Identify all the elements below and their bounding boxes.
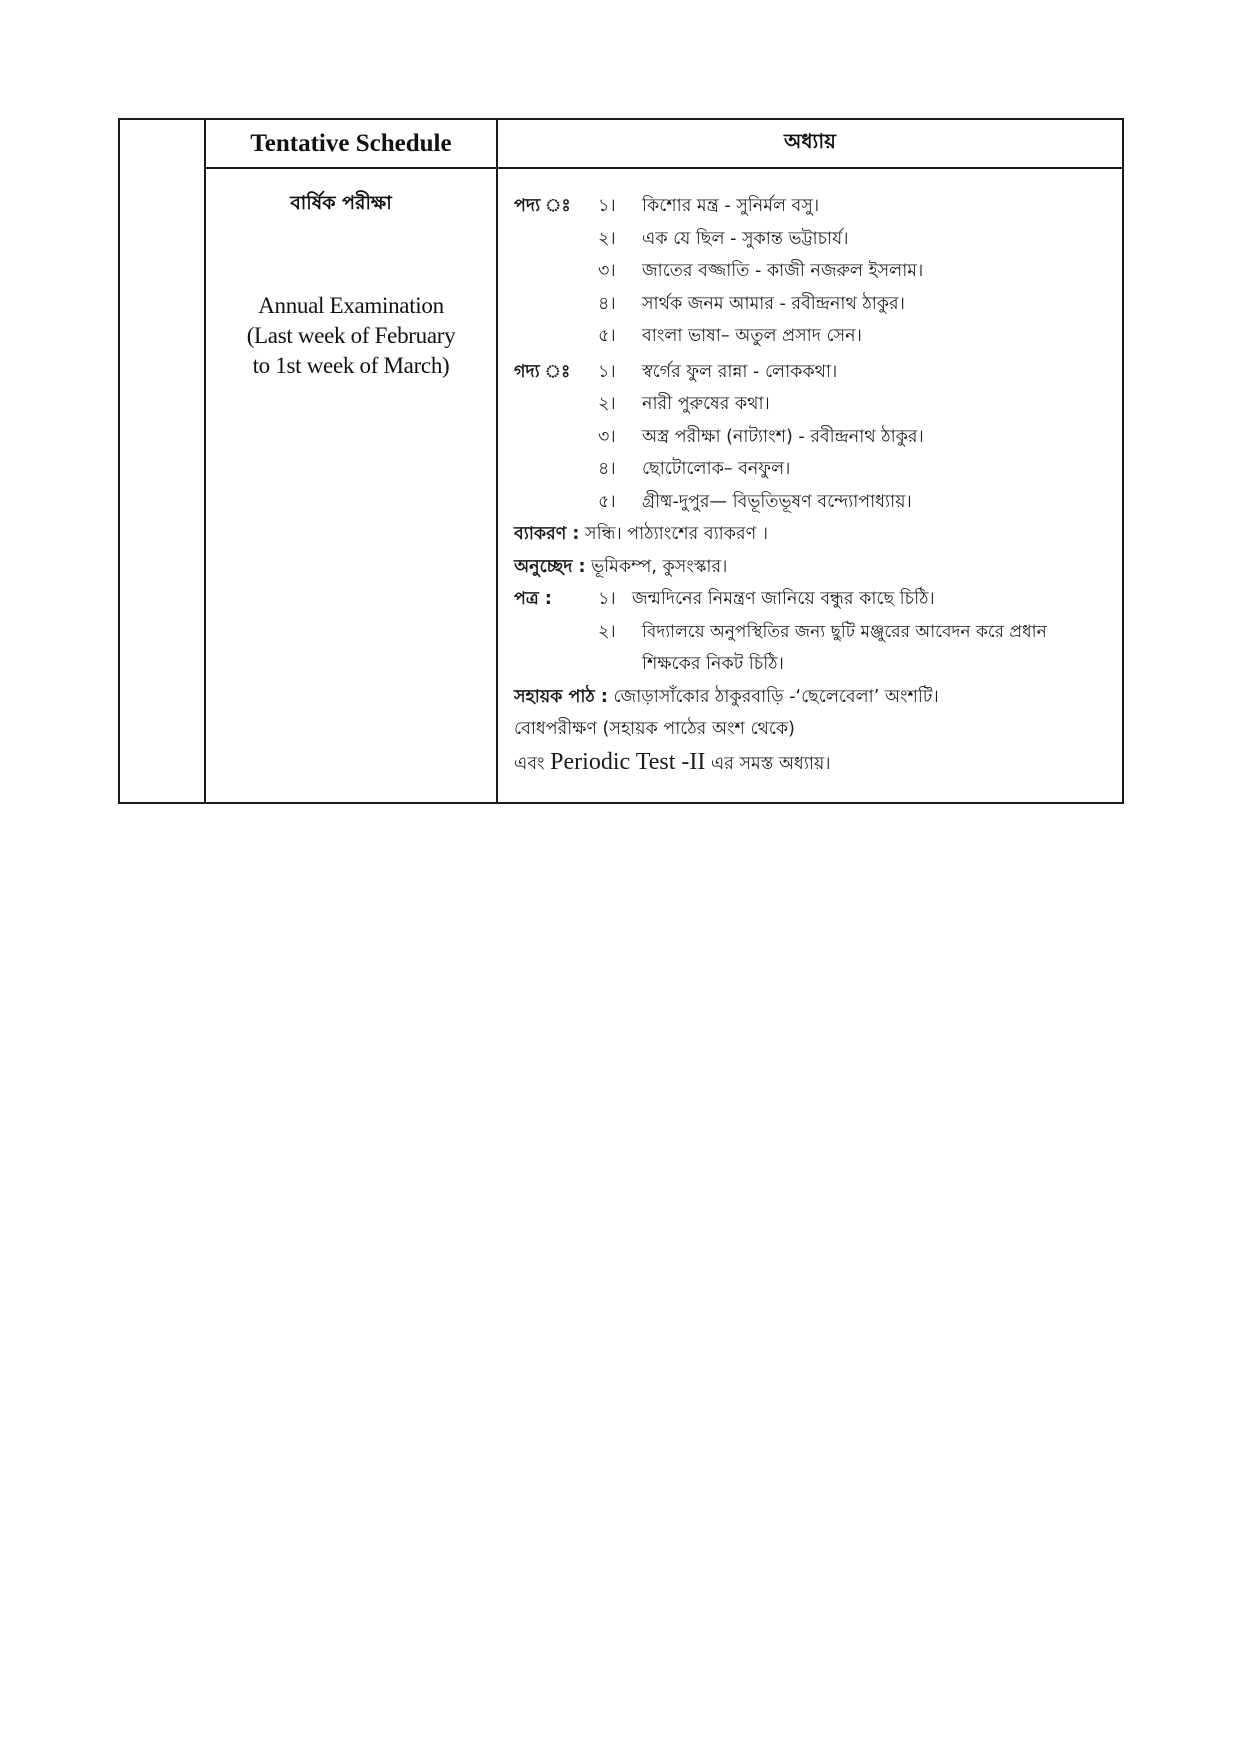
item-number: ১। <box>598 361 616 382</box>
poetry-label: পদ্য ঃ <box>514 196 571 216</box>
item-number: ৩। <box>598 261 616 281</box>
item-number: ২। <box>598 228 616 249</box>
item-text: গ্রীষ্ম-দুপুর— বিভূতিভূষণ বন্দ্যোপাধ্যায়। <box>642 491 912 512</box>
paragraph-line <box>514 551 1114 584</box>
item-text: অস্ত্র পরীক্ষা (নাট্যাংশ) - রবীন্দ্রনাথ ঠাকুর। <box>642 426 924 447</box>
grammar-line <box>514 518 1114 551</box>
schedule-english: Annual Examination (Last week of February to 1st week of March) <box>246 293 456 378</box>
paragraph-label: অনুচ্ছেদ : <box>514 556 586 577</box>
prose-item <box>514 486 1114 519</box>
chapter-cell <box>514 190 1114 778</box>
item-number: ৪। <box>598 293 616 314</box>
item-text: জন্মদিনের নিমন্ত্রণ জানিয়ে বন্ধুর কাছে চিঠি। <box>632 589 935 609</box>
item-number: ৫। <box>598 326 616 346</box>
periodic-prefix: এবং <box>514 753 545 774</box>
item-text: কিশোর মন্ত্র - সুনির্মল বসু। <box>642 196 820 216</box>
supplementary-label: সহায়ক পাঠ : <box>514 686 608 707</box>
item-number: ৫। <box>598 491 616 512</box>
letter-item-continuation <box>514 648 1114 681</box>
item-text: বাংলা ভাষা– অতুল প্রসাদ সেন। <box>642 326 862 346</box>
item-number: ১। <box>598 196 616 216</box>
grammar-text: সন্ধি। পাঠ্যাংশের ব্যাকরণ । <box>585 524 768 544</box>
item-text: শিক্ষকের নিকট চিঠি। <box>642 654 784 674</box>
letter-item <box>514 583 1114 616</box>
item-text: স্বর্গের ফুল রান্না - লোককথা। <box>642 361 838 382</box>
prose-label: গদ্য ঃ <box>514 361 571 382</box>
header-chapter: অধ্যায় <box>784 129 836 153</box>
item-text: জাতের বজ্জাতি - কাজী নজরুল ইসলাম। <box>642 261 924 281</box>
poetry-item <box>514 320 1114 353</box>
prose-item <box>514 356 1114 389</box>
poetry-item <box>514 190 1114 223</box>
item-number: ৪। <box>598 459 616 479</box>
poetry-item <box>514 288 1114 321</box>
grammar-label: ব্যাকরণ : <box>514 524 580 544</box>
comprehension-line: বোধপরীক্ষণ (সহায়ক পাঠের অংশ থেকে) <box>514 719 795 739</box>
item-text: সার্থক জনম আমার - রবীন্দ্রনাথ ঠাকুর। <box>642 293 905 314</box>
header-schedule: Tentative Schedule <box>250 129 452 157</box>
item-text: ছোটোলোক– বনফুল। <box>642 459 791 479</box>
item-text: নারী পুরুষের কথা। <box>642 394 770 414</box>
item-number: ২। <box>598 621 616 642</box>
poetry-item <box>514 223 1114 256</box>
periodic-suffix: এর সমস্ত অধ্যায়। <box>710 753 831 774</box>
prose-item <box>514 421 1114 454</box>
supplementary-text: জোড়াসাঁকোর ঠাকুরবাড়ি -‘ছেলেবেলা’ অংশটি। <box>613 686 939 707</box>
supplementary-line <box>514 681 1114 714</box>
column-divider-2 <box>496 120 498 802</box>
schedule-bengali: বার্ষিক পরীক্ষা <box>290 192 392 214</box>
item-text: বিদ্যালয়ে অনুপস্থিতির জন্য ছুটি মঞ্জুরের আবেদন করে প্রধান <box>642 621 1047 642</box>
item-text: এক যে ছিল - সুকান্ত ভট্টাচার্য। <box>642 228 849 249</box>
letter-item <box>514 616 1114 649</box>
periodic-line <box>514 746 1114 779</box>
item-number: ৩। <box>598 426 616 447</box>
item-number: ২। <box>598 394 616 414</box>
prose-item <box>514 453 1114 486</box>
poetry-item <box>514 255 1114 288</box>
item-number: ১। <box>598 589 616 609</box>
paragraph-text: ভূমিকম্প, কুসংস্কার। <box>591 556 728 577</box>
prose-item <box>514 388 1114 421</box>
letter-label: পত্র : <box>514 589 552 609</box>
schedule-cell <box>206 169 496 381</box>
periodic-test-name: Periodic Test -II <box>550 748 706 775</box>
